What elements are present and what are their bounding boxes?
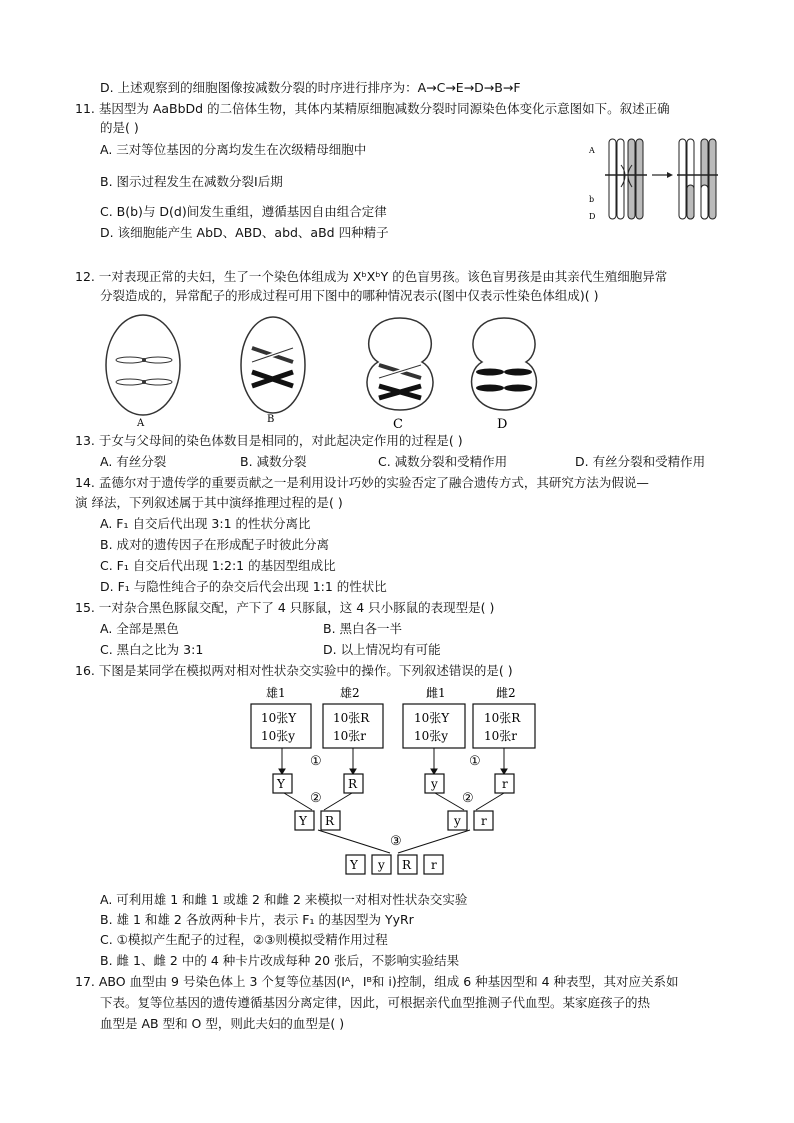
q11-separated-chromosomes <box>677 139 718 219</box>
q12-label-c: C <box>393 417 403 432</box>
q14-stem-line1: 14. 孟德尔对于遗传学的重要贡献之一是利用设计巧妙的实验否定了融合遗传方式，其研究方法为假说— <box>75 475 649 490</box>
q11-stem-line2: 的是( ) <box>100 120 139 135</box>
q16-female1-line1: 10张Y <box>414 711 450 725</box>
q15-option-b: B. 黑白各一半 <box>323 621 403 636</box>
q15-option-d: D. 以上情况均有可能 <box>323 642 441 657</box>
q16-stem: 16. 下图是某同学在模拟两对相对性状杂交实验中的操作。下列叙述错误的是( ) <box>75 663 513 678</box>
q16-title-male2: 雄2 <box>340 686 360 700</box>
q16-step1-left: ① <box>310 754 322 769</box>
q10-option-d: D. 上述观察到的细胞图像按减数分裂的时序进行排序为：A→C→E→D→B→F <box>100 80 521 95</box>
q15-stem: 15. 一对杂合黑色豚鼠交配，产下了 4 只豚鼠，这 4 只小豚鼠的表现型是( ) <box>75 600 495 615</box>
q16-option-b: B. 雄 1 和雄 2 各放两种卡片，表示 F₁ 的基因型为 YyRr <box>100 912 414 927</box>
q16-female2-line1: 10张R <box>484 711 521 725</box>
q13-option-a: A. 有丝分裂 <box>100 454 167 469</box>
q14-stem-line2: 演 绎法，下列叙述属于其中演绎推理过程的是( ) <box>75 495 343 510</box>
q13-option-d: D. 有丝分裂和受精作用 <box>575 454 706 469</box>
q12-stem-line1: 12. 一对表现正常的夫妇，生了一个染色体组成为 XᵇXᵇY 的色盲男孩。该色盲男孩是由其亲代生殖细胞异常 <box>75 269 668 284</box>
q12-cell-b <box>241 317 305 425</box>
q16-final-card-2-label: y <box>378 858 385 872</box>
q16-male1-line2: 10张y <box>261 729 296 743</box>
q16-step1-right: ① <box>469 754 481 769</box>
q16-step3: ③ <box>390 834 402 849</box>
q16-step2-left: ② <box>310 791 322 806</box>
q16-pair-male-y-label: Y <box>299 814 307 828</box>
q16-pair-male-r-label: R <box>325 814 335 828</box>
q15-option-c: C. 黑白之比为 3:1 <box>100 642 204 657</box>
q14-option-d: D. F₁ 与隐性纯合子的杂交后代会出现 1:1 的性状比 <box>100 579 387 594</box>
q11-label-a: A <box>589 146 595 155</box>
q11-crossing-chromosomes <box>605 139 647 219</box>
q17-stem-line1: 17. ABO 血型由 9 号染色体上 3 个复等位基因(Iᴬ，Iᴮ和 i)控制，组成 6 种基因型和 4 种表型，其对应关系如 <box>75 974 679 989</box>
q11-label-b: b <box>589 195 595 204</box>
q13-option-b: B. 减数分裂 <box>240 454 307 469</box>
q16-title-male1: 雄1 <box>266 686 286 700</box>
q15-option-a: A. 全部是黑色 <box>100 621 179 636</box>
q12-cell-d <box>472 318 537 432</box>
q16-card-male1-label: Y <box>277 777 285 791</box>
q11-option-c: C. B(b)与 D(d)间发生重组，遵循基因自由组合定律 <box>100 204 387 219</box>
q11-stem-line1: 11. 基因型为 AaBbDd 的二倍体生物，其体内某精原细胞减数分裂时同源染色体变化示意图如下。叙述正确 <box>75 101 670 116</box>
q16-option-a: A. 可利用雄 1 和雌 1 或雄 2 和雌 2 来模拟一对相对性状杂交实验 <box>100 892 468 907</box>
q12-label-a: A <box>137 418 145 429</box>
q11-chromosome-figure <box>585 135 725 230</box>
q16-final-card-1-label: Y <box>350 858 358 872</box>
q16-card-female1-label: y <box>431 777 438 791</box>
q11-label-d: D <box>589 212 596 221</box>
q16-option-c: C. ①模拟产生配子的过程，②③则模拟受精作用过程 <box>100 932 388 947</box>
q17-stem-line2: 下表。复等位基因的遗传遵循基因分离定律，因此，可根据亲代血型推测子代血型。某家庭孩子的热 <box>100 995 651 1010</box>
q14-option-a: A. F₁ 自交后代出现 3:1 的性状分离比 <box>100 516 311 531</box>
q16-female1-line2: 10张y <box>414 729 449 743</box>
q16-male1-line1: 10张Y <box>261 711 297 725</box>
q13-option-c: C. 减数分裂和受精作用 <box>378 454 508 469</box>
q16-male2-line1: 10张R <box>333 711 370 725</box>
q16-card-female2-label: r <box>502 777 508 791</box>
q16-option-d: B. 雌 1、雌 2 中的 4 种卡片改成每种 20 张后，不影响实验结果 <box>100 953 460 968</box>
q14-option-c: C. F₁ 自交后代出现 1:2:1 的基因型组成比 <box>100 558 336 573</box>
q12-label-d: D <box>497 417 508 432</box>
q11-option-d: D. 该细胞能产生 AbD、ABD、abd、aBd 四种精子 <box>100 225 389 240</box>
q13-stem: 13. 于女与父母间的染色体数目是相同的，对此起决定作用的过程是( ) <box>75 433 463 448</box>
q12-label-b: B <box>267 414 275 425</box>
q16-title-female2: 雌2 <box>496 686 516 700</box>
q16-simulation-diagram <box>240 683 540 883</box>
q16-male2-line2: 10张r <box>333 729 367 743</box>
q16-card-male2-label: R <box>348 777 358 791</box>
q16-pair-female-y-label: y <box>454 814 461 828</box>
q11-option-a: A. 三对等位基因的分离均发生在次级精母细胞中 <box>100 142 367 157</box>
q16-title-female1: 雌1 <box>426 686 446 700</box>
q11-option-b: B. 图示过程发生在减数分裂Ⅰ后期 <box>100 174 283 189</box>
q12-cell-c <box>367 318 433 432</box>
q16-step2-right: ② <box>462 791 474 806</box>
q14-option-b: B. 成对的遗传因子在形成配子时彼此分离 <box>100 537 330 552</box>
q16-female2-line2: 10张r <box>484 729 518 743</box>
q16-final-card-4-label: r <box>431 858 437 872</box>
q16-pair-female-r-label: r <box>481 814 487 828</box>
q12-cell-a <box>106 315 180 429</box>
q12-stem-line2: 分裂造成的，异常配子的形成过程可用下图中的哪种情况表示(图中仅表示性染色体组成)( ) <box>100 288 599 303</box>
q17-stem-line3: 血型是 AB 型和 O 型，则此夫妇的血型是( ) <box>100 1016 345 1031</box>
q16-final-card-3-label: R <box>402 858 412 872</box>
q12-cell-figures <box>100 310 550 430</box>
